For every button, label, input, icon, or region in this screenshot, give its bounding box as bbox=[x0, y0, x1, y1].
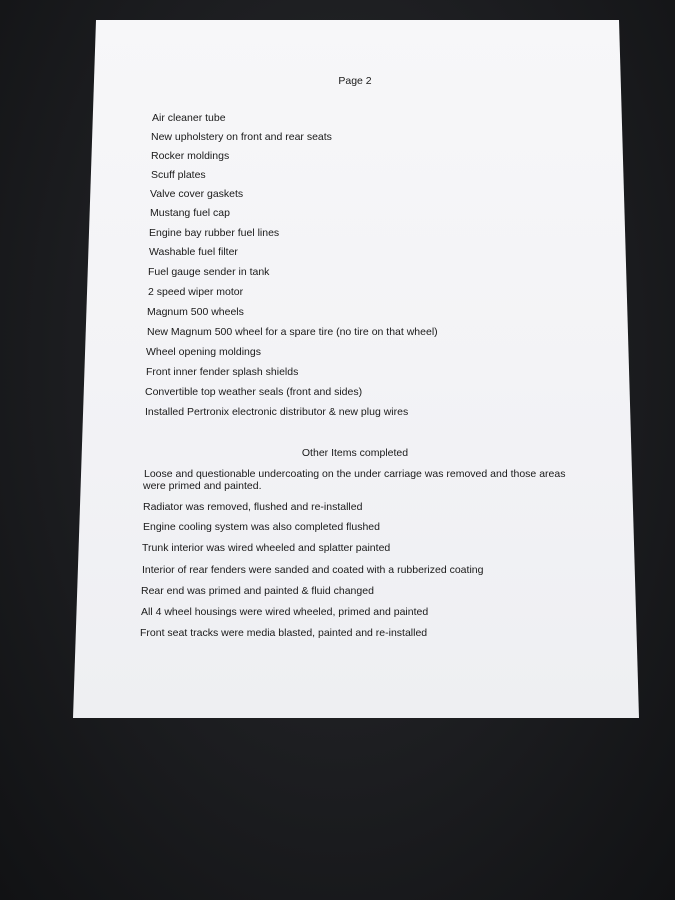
list-item: Installed Pertronix electronic distributor & new plug wires bbox=[145, 406, 409, 418]
list-item: New Magnum 500 wheel for a spare tire (no tire on that wheel) bbox=[147, 326, 438, 338]
list-item: Trunk interior was wired wheeled and splatter painted bbox=[142, 542, 391, 554]
list-item: were primed and painted. bbox=[143, 480, 262, 492]
list-item: Rocker moldings bbox=[151, 150, 230, 162]
list-item: Wheel opening moldings bbox=[146, 346, 261, 358]
page-number: Page 2 bbox=[338, 75, 372, 87]
list-item: Loose and questionable undercoating on the under carriage was removed and those areas bbox=[144, 468, 566, 480]
list-item: Rear end was primed and painted & fluid changed bbox=[141, 585, 374, 597]
list-item: Washable fuel filter bbox=[149, 246, 238, 258]
list-item: Radiator was removed, flushed and re-installed bbox=[143, 501, 363, 513]
list-item: Front inner fender splash shields bbox=[146, 366, 299, 378]
list-item: Air cleaner tube bbox=[152, 112, 226, 124]
list-item: Fuel gauge sender in tank bbox=[148, 266, 270, 278]
list-item: Mustang fuel cap bbox=[150, 207, 230, 219]
list-item: 2 speed wiper motor bbox=[148, 286, 244, 298]
section-heading: Other Items completed bbox=[301, 447, 409, 459]
list-item: Convertible top weather seals (front and sides) bbox=[145, 386, 363, 398]
list-item: Front seat tracks were media blasted, painted and re-installed bbox=[140, 627, 428, 639]
list-item: Engine cooling system was also completed flushed bbox=[143, 521, 380, 533]
list-item: Interior of rear fenders were sanded and coated with a rubberized coating bbox=[142, 564, 484, 576]
list-item: Magnum 500 wheels bbox=[147, 306, 244, 318]
list-item: Valve cover gaskets bbox=[150, 188, 244, 200]
list-item: Engine bay rubber fuel lines bbox=[149, 227, 280, 239]
list-item: New upholstery on front and rear seats bbox=[151, 131, 332, 143]
list-item: Scuff plates bbox=[151, 169, 206, 181]
list-item: All 4 wheel housings were wired wheeled, primed and painted bbox=[141, 606, 429, 618]
